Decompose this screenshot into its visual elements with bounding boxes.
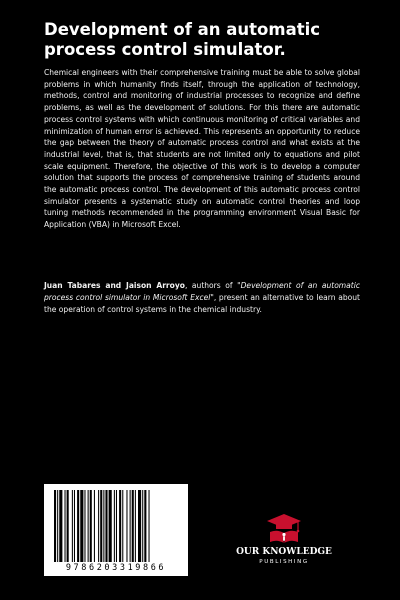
barcode-bar	[57, 490, 58, 562]
barcode-bar	[135, 490, 136, 562]
barcode-bar	[109, 490, 112, 562]
book-title: Development of an automatic process control simulator.	[44, 20, 321, 59]
author-names: Juan Tabares and Jaison Arroyo	[44, 281, 185, 290]
barcode-bar	[114, 490, 115, 562]
barcode-bar	[132, 490, 134, 562]
barcode-bar	[105, 490, 107, 562]
barcode-bar	[98, 490, 99, 562]
barcode-bar	[103, 490, 104, 562]
barcode-bar	[54, 490, 56, 562]
publisher-subtitle: PUBLISHING	[259, 559, 309, 565]
barcode-bar	[119, 490, 121, 562]
author-blurb	[44, 280, 360, 316]
barcode-bars-icon	[54, 490, 178, 562]
author-blurb-rest: , present an alternative to learn about the operation of control systems in the chemical industry.	[44, 293, 360, 314]
isbn-number: 9786203319866	[65, 563, 167, 573]
barcode-bar	[149, 490, 150, 562]
barcode-bar	[80, 490, 83, 562]
barcode-bar	[142, 490, 143, 562]
back-cover-abstract: Chemical engineers with their comprehensive training must be able to solve global problems in which humanity finds itself, through the application of technology, methods, control and monitoring of industrial processes to recognize and define problems, as well as the development of solutions. For this there are automatic process control systems with which continuous monitoring of critical variables and minimization of human error is achieved. This represents an opportunity to reduce the gap between the theory of automatic process control and what exists at the industrial level, that is, that students are not limited only to equations and pilot scale equipment. Therefore, the objective of this work is to develop a computer solution that supports the process of comprehensive training of students around the automatic process control. The development of this automatic process control simulator presents a systematic study on automatic control theories and loop tuning methods recommended in the programming environment Visual Basic for Application (VBA) in Microsoft Excel.	[44, 68, 360, 230]
barcode-bar	[72, 490, 73, 562]
barcode-bar	[100, 490, 102, 562]
publisher-name: OUR KNOWLEDGE	[236, 547, 332, 557]
author-connector: , authors of	[184, 281, 238, 290]
barcode-bar	[67, 490, 69, 562]
barcode-bar	[90, 490, 92, 562]
barcode-bar	[130, 490, 131, 562]
isbn-barcode	[44, 484, 188, 576]
barcode-bar	[138, 490, 141, 562]
publisher-logo	[232, 512, 336, 570]
barcode-bar	[122, 490, 123, 562]
barcode-bar	[116, 490, 117, 562]
barcode-bar	[74, 490, 75, 562]
barcode-bar	[65, 490, 66, 562]
author-book-title: "Development of an automatic process control simulator in Microsoft Excel"	[44, 281, 360, 302]
barcode-bar	[126, 490, 127, 562]
barcode-bar	[59, 490, 62, 562]
graduation-cap-book-icon	[264, 512, 304, 546]
barcode-bar	[88, 490, 89, 562]
barcode-bar	[84, 490, 85, 562]
barcode-bar	[77, 490, 79, 562]
barcode-bar	[144, 490, 146, 562]
barcode-bar	[94, 490, 95, 562]
